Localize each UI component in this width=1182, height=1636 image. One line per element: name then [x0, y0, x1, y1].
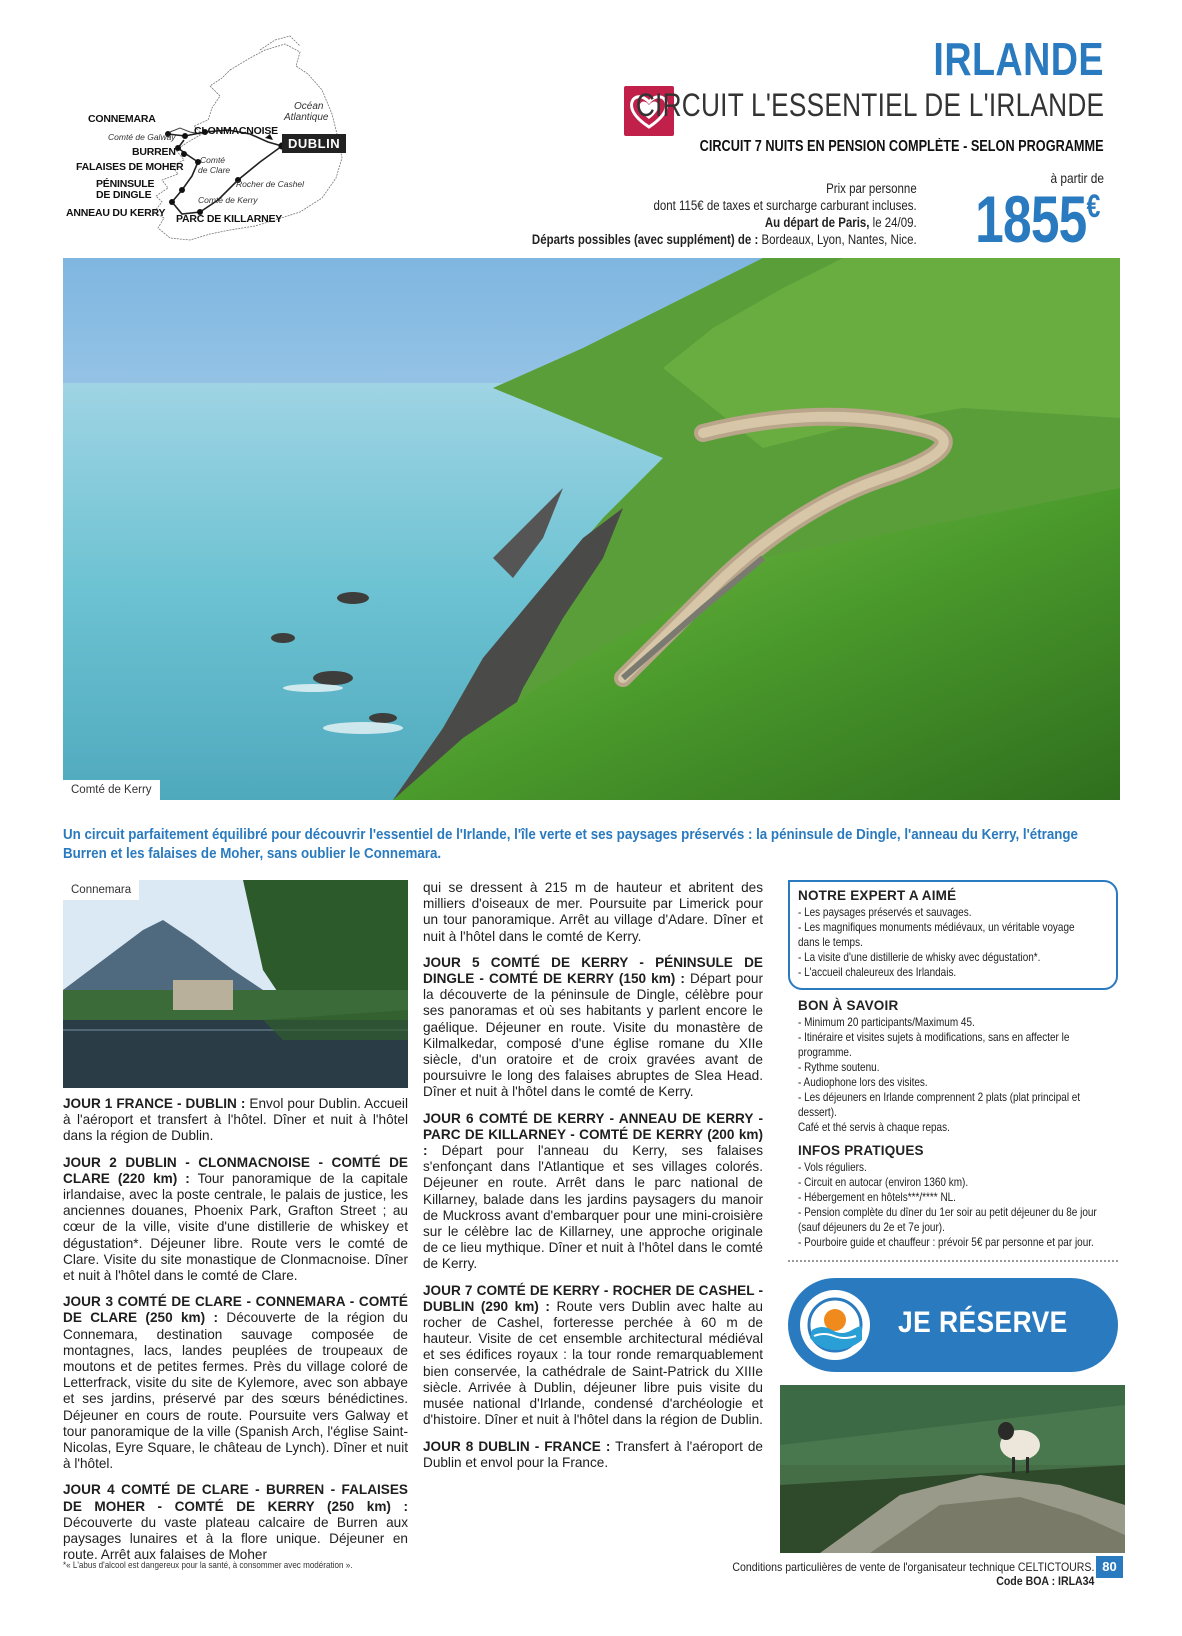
- expert-item: - Les magnifiques monuments médiévaux, un véritable voyage: [798, 921, 1075, 934]
- sheep-illustration: [780, 1385, 1125, 1553]
- map-label-dingle: DE DINGLE: [96, 189, 152, 201]
- expert-item: - Les paysages préservés et sauvages.: [798, 906, 972, 919]
- connemara-illustration: [63, 880, 408, 1088]
- code-boa-label: Code BOA : IRLA34: [995, 1574, 1094, 1588]
- map-label-falaises: FALAISES DE MOHER: [76, 161, 184, 173]
- day-8-head: JOUR 8 DUBLIN - FRANCE :: [423, 1438, 611, 1454]
- day-2-head: JOUR 2 DUBLIN - CLONMACNOISE - COMTÉ DE CLARE (220 km) :: [63, 1154, 408, 1186]
- itinerary-column-2: [423, 880, 763, 1481]
- map-label-anneau: ANNEAU DU KERRY: [66, 207, 166, 219]
- map-label-peninsule: PÉNINSULE: [96, 178, 155, 190]
- expert-item: - L'accueil chaleureux des Irlandais.: [798, 966, 957, 979]
- bon-a-savoir-title: BON À SAVOIR: [798, 998, 899, 1013]
- expert-item: - La visite d'une distillerie de whisky avec dégustation*.: [798, 951, 1041, 964]
- infos-item: - Vols réguliers.: [798, 1161, 867, 1174]
- price-currency: €: [1086, 188, 1100, 224]
- day-3: [63, 1294, 408, 1472]
- bon-a-savoir-item: - Audiophone lors des visites.: [798, 1076, 928, 1089]
- hero-caption: Comté de Kerry: [63, 780, 160, 800]
- day-4-continued-text: qui se dressent à 215 m de hauteur et abritent des milliers d'oiseaux de mer. Poursuite par Limerick pour un tour panoramique. Arrêt au village d'Adare. Dîner et nuit à l'hôtel dans le comté de Kerry.: [423, 880, 763, 944]
- infos-pratiques-title: INFOS PRATIQUES: [798, 1143, 924, 1158]
- day-7-head: JOUR 7 COMTÉ DE KERRY - ROCHER DE CASHEL - DUBLIN (290 km) :: [423, 1282, 763, 1314]
- day-5: [423, 955, 763, 1101]
- day-6: [423, 1111, 763, 1273]
- day-5-text: Départ pour la découverte de la péninsule de Dingle, célèbre pour ses panoramas et où ses habitants y parlent encore le gaélique. Déjeuner en route. Visite du monastère de Kilmalkedar, composé d'une église romane du XIIe siècle, d'un oratoire et de croix gravées avant de poursuivre le long des falaises abruptes de Slea Head. Dîner et nuit à l'hôtel dans le comté de Kerry.: [423, 971, 764, 1100]
- price-taxes: dont 115€ de taxes et surcharge carburant incluses.: [653, 198, 917, 213]
- day-4-head: JOUR 4 COMTÉ DE CLARE - BURREN - FALAISES DE MOHER - COMTÉ DE KERRY (250 km) :: [63, 1482, 408, 1514]
- day-2-text: Tour panoramique de la capitale irlandaise, avec la poste centrale, le palais de justice, les anciennes douanes, Phoenix Park, Grafton Street ; au cœur de la ville, visite d'une distillerie de whiskey et dégustation*. Déjeuner libre. Route vers le comté de Clare. Visite du site monastique de Clonmacnoise. Dîner et nuit à l'hôtel dans le comté de Clare.: [63, 1170, 408, 1284]
- sun-wave-icon: [800, 1290, 870, 1360]
- map-label-dublin: DUBLIN: [282, 134, 346, 153]
- bon-a-savoir-list: [798, 1015, 1118, 1135]
- map-label-clare-2: de Clare: [198, 165, 231, 175]
- map-label-burren: BURREN: [132, 146, 176, 158]
- departs-possibles: [532, 231, 917, 248]
- day-2: [63, 1155, 408, 1285]
- infos-item: - Circuit en autocar (environ 1360 km).: [798, 1176, 969, 1189]
- price-info: [532, 180, 917, 248]
- bon-a-savoir-item: Café et thé servis à chaque repas.: [798, 1121, 950, 1134]
- map-label-connemara: CONNEMARA: [88, 113, 156, 125]
- infos-pratiques-section: [788, 1143, 1118, 1250]
- expert-item: dans le temps.: [798, 936, 863, 949]
- itinerary-column-1: [63, 1096, 408, 1573]
- sheep-image: [780, 1385, 1125, 1553]
- country-title: IRLANDE: [933, 33, 1104, 85]
- bon-a-savoir-item: - Rythme soutenu.: [798, 1061, 880, 1074]
- bon-a-savoir-item: - Les déjeuners en Irlande comprennent 2 plats (plat principal et dessert).: [798, 1091, 1081, 1119]
- price-per-person: Prix par personne: [826, 181, 917, 196]
- alcohol-footnote: *« L'abus d'alcool est dangereux pour la santé, à consommer avec modération ».: [63, 1560, 353, 1571]
- day-5-head: JOUR 5 COMTÉ DE KERRY - PÉNINSULE DE DINGLE - COMTÉ DE KERRY (150 km) :: [423, 954, 763, 987]
- reserve-button[interactable]: [788, 1278, 1118, 1372]
- bon-a-savoir-item: - Minimum 20 participants/Maximum 45.: [798, 1016, 975, 1029]
- map-label-atlantique: Atlantique: [284, 112, 329, 123]
- reserve-label[interactable]: JE RÉSERVE: [898, 1306, 1068, 1339]
- infos-item: - Hébergement en hôtels***/**** NL.: [798, 1191, 956, 1204]
- conditions-text: Conditions particulières de vente de l'organisateur technique CELTICTOURS.: [731, 1560, 1094, 1574]
- map-label-parc: PARC DE KILLARNEY: [176, 213, 283, 225]
- depart-paris-date: le 24/09.: [869, 215, 917, 230]
- departs-label: Départs possibles (avec supplément) de :: [532, 232, 759, 247]
- day-4-text: Découverte du vaste plateau calcaire de Burren aux paysages lunaires et à la flore unique. Déjeuner en route. Arrêt aux falaises de Moher: [63, 1514, 408, 1563]
- departs-cities: Bordeaux, Lyon, Nantes, Nice.: [758, 232, 917, 247]
- connemara-caption: Connemara: [63, 880, 139, 900]
- depart-paris-label: Au départ de Paris,: [765, 215, 870, 230]
- day-7-text: Route vers Dublin avec halte au rocher de Cashel, forteresse perchée à 60 m de hauteur. Visite de cet ensemble architectural médiéval et ses édifices royaux : la tour ronde remarquablement bien conservée, la cathédrale de Saint-Patrick du XIIIe siècle. Arrivée à Dublin, déjeuner libre puis visite du musée national d'Irlande, condensé d'archéologie et d'histoire. Dîner et nuit à l'hôtel dans la région de Dublin.: [423, 1298, 763, 1428]
- day-4: [63, 1482, 408, 1563]
- map-label-clonmacnoise: CLONMACNOISE: [194, 125, 278, 137]
- expert-title: NOTRE EXPERT A AIMÉ: [798, 888, 957, 903]
- map-label-galway: Comté de Galway: [108, 132, 176, 142]
- connemara-image: [63, 880, 408, 1088]
- day-4-continued: [423, 880, 763, 945]
- from-label: à partir de: [1050, 170, 1104, 186]
- expert-list: [798, 905, 1108, 980]
- page-number: 80: [1096, 1556, 1123, 1578]
- infos-pratiques-list: [798, 1160, 1118, 1250]
- infos-item: - Pension complète du dîner du 1er soir au petit déjeuner du 8e jour: [798, 1206, 1097, 1219]
- intro-text: Un circuit parfaitement équilibré pour découvrir l'essentiel de l'Irlande, l'île verte et ses paysages préservés : la péninsule de Dingle, l'anneau du Kerry, l'étrange Burren et les falaises de Moher, sans oublier le Connemara.: [63, 827, 1078, 862]
- depart-paris: [532, 214, 917, 231]
- day-6-text: Départ pour l'anneau du Kerry, ses falaises s'enfonçant dans l'Atlantique et ses villages colorés. Déjeuner en route. Arrêt dans le parc national de Killarney, balade dans les jardins paysagers du manoir de Muckross avant d'embarquer pour une mini-croisière sur le célèbre lac de Killarney, une approche originale de ce lieu mythique. Dîner et nuit à l'hôtel dans le comté de Kerry.: [423, 1143, 763, 1272]
- day-8: [423, 1439, 763, 1471]
- bon-a-savoir-section: [788, 998, 1118, 1135]
- day-1-text: Envol pour Dublin. Accueil à l'aéroport et transfert à l'hôtel. Dîner et nuit à l'hôtel dans la région de Dublin.: [63, 1096, 408, 1144]
- day-1: [63, 1096, 408, 1145]
- hero-image: [63, 258, 1120, 800]
- info-sidebar: [788, 880, 1118, 1262]
- sun-wave-logo: [800, 1290, 870, 1360]
- day-7: [423, 1283, 763, 1429]
- day-8-text: Transfert à l'aéroport de Dublin et envol pour la France.: [423, 1438, 763, 1470]
- expert-box: [788, 880, 1118, 990]
- circuit-subtitle: CIRCUIT 7 NUITS EN PENSION COMPLÈTE - SELON PROGRAMME: [700, 138, 1104, 155]
- price-value: 1855: [975, 182, 1087, 256]
- code-boa: [732, 1574, 1094, 1588]
- map-label-rocher: Rocher de Cashel: [236, 179, 305, 189]
- map-label-clare: Comté: [200, 155, 226, 165]
- circuit-title: CIRCUIT L'ESSENTIEL DE L'IRLANDE: [635, 87, 1104, 123]
- infos-item: - Pourboire guide et chauffeur : prévoir 5€ par personne et par jour.: [798, 1236, 1094, 1249]
- divider: [788, 1260, 1118, 1262]
- day-6-head: JOUR 6 COMTÉ DE KERRY - ANNEAU DE KERRY - PARC DE KILLARNEY - COMTÉ DE KERRY (200 km) :: [423, 1110, 763, 1159]
- map-label-kerry: Comté de Kerry: [198, 195, 258, 205]
- price: [975, 182, 1100, 256]
- bon-a-savoir-item: - Itinéraire et visites sujets à modifications, sans en affecter le programme.: [798, 1031, 1070, 1059]
- day-3-text: Découverte de la région du Connemara, destination sauvage composée de montagnes, lacs, landes peuplées de troupeaux de moutons et de petites fermes. Près du village coloré de Letterfrack, visite du site de Kylemore, avec son abbaye et ses jardins, préservé par des sœurs bénédictines. Déjeuner en cours de route. Poursuite vers Galway et tour panoramique de la ville (Spanish Arch, l'église Saint-Nicolas, Eyre Square, le château de Lynch). Dîner et nuit à l'hôtel.: [63, 1310, 408, 1472]
- infos-item: (sauf déjeuners du 2e et 7e jour).: [798, 1221, 945, 1234]
- day-1-head: JOUR 1 FRANCE - DUBLIN :: [63, 1096, 246, 1111]
- ireland-map: [60, 30, 360, 245]
- day-3-head: JOUR 3 COMTÉ DE CLARE - CONNEMARA - COMTÉ DE CLARE (250 km) :: [63, 1294, 408, 1326]
- kerry-landscape-illustration: [63, 258, 1120, 800]
- map-label-ocean: Océan: [294, 101, 324, 112]
- conditions: [732, 1560, 1094, 1588]
